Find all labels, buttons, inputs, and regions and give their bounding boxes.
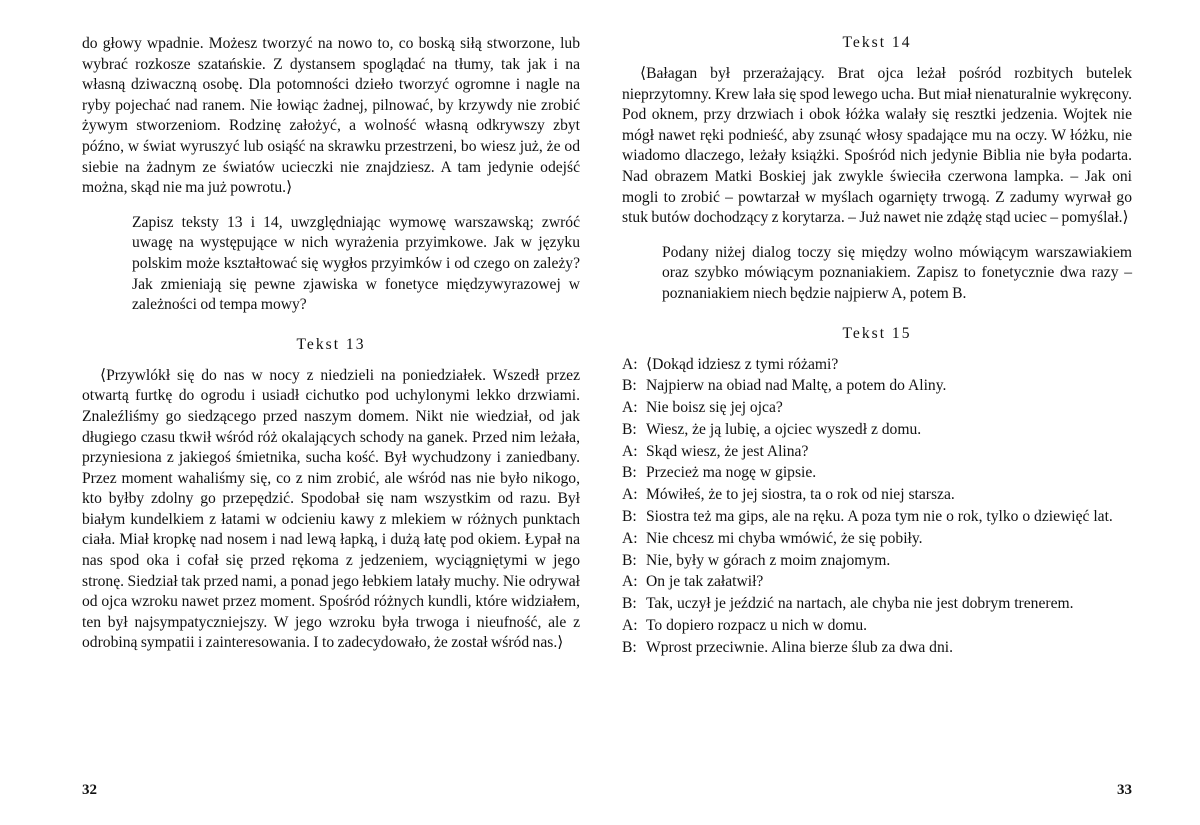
dialog-line (622, 529, 1132, 550)
dialog-text: Wiesz, że ją lubię, a ojciec wyszedł z domu. (646, 420, 922, 438)
text-13-title: Tekst 13 (296, 335, 366, 353)
task-paragraph-13-14: Zapisz teksty 13 i 14, uwzględniając wymowę warszawską; zwróć uwagę na występujące w nich wyrażenia przyimkowe. Jak w języku polskim może kształtować się wygłos przyimków i od czego on zależy? Jak zmieniają się pewne zjawiska w fonetyce międzywyrazowej w zależności od tempa mowy? (132, 213, 580, 314)
dialog-line (622, 376, 1132, 397)
dialog-speaker: B: (622, 420, 637, 438)
dialog-text: Mówiłeś, że to jej siostra, ta o rok od niej starsza. (646, 486, 955, 504)
page-number-right: 33 (1117, 782, 1132, 798)
intro-paragraph: do głowy wpadnie. Możesz tworzyć na nowo to, co boską siłą stworzone, lub wybrać rozkosze szatańskie. Z dystansem spoglądać na tłumy, tak jak i na własną dziwaczną osobę. Dla potomności dzieło tworzyć ogromne i nagle na ryby pojechać nad ranem. Nie łowiąc żadnej, pilnować, by krzywdy nie zrobić żywym stworzeniom. Rodzinę założyć, a wolność własną odkrywszy zbyt późno, w świat wyruszyć lub osiąść na skrawku przestrzeni, bo wiesz już, że od siebie na żadnym ze światów ucieczki nie znajdziesz. A tam jedynie odejść można, skąd nie ma już powrotu.⟩ (82, 35, 580, 197)
dialog-line (622, 507, 1132, 528)
dialog-line (622, 398, 1132, 419)
dialog-line (622, 616, 1132, 637)
dialog-text: Najpierw na obiad nad Maltę, a potem do Aliny. (646, 377, 947, 395)
dialog-speaker: A: (622, 399, 638, 417)
dialog-speaker: A: (622, 616, 638, 634)
dialog-list (622, 355, 1132, 659)
text-14-title: Tekst 14 (842, 34, 912, 51)
page-number-left: 32 (82, 782, 97, 798)
dialog-speaker: B: (622, 638, 637, 656)
dialog-line (622, 420, 1132, 441)
dialog-speaker: A: (622, 442, 638, 460)
dialog-text: Siostra też ma gips, ale na ręku. A poza tym nie o rok, tylko o dziewięć lat. (646, 508, 1113, 525)
dialog-line (622, 485, 1132, 506)
dialog-line (622, 572, 1132, 593)
dialog-text: On je tak załatwił? (646, 573, 764, 591)
dialog-speaker: A: (622, 573, 638, 591)
dialog-text: Skąd wiesz, że jest Alina? (646, 442, 809, 460)
dialog-line (622, 594, 1132, 615)
task-paragraph-15: Podany niżej dialog toczy się między wolno mówiącym warszawiakiem oraz szybko mówiącym poznaniakiem. Zapisz to fonetycznie dwa razy – poznaniakiem niech będzie najpierw A, potem B. (662, 243, 1132, 302)
dialog-text: To dopiero rozpacz u nich w domu. (646, 616, 868, 634)
dialog-text: ⟨Dokąd idziesz z tymi różami? (646, 355, 839, 373)
dialog-line (622, 442, 1132, 463)
dialog-text: Przecież ma nogę w gipsie. (646, 464, 817, 482)
text-15-title: Tekst 15 (842, 324, 912, 342)
right-page (600, 0, 1200, 825)
text-13-body: ⟨Przywlókł się do nas w nocy z niedzieli na poniedziałek. Wszedł przez otwartą furtkę do ogrodu i usiadł cichutko pod uchylonymi lekko drzwiami. Znaleźliśmy go siedzącego przed naszym domem. Nikt nie wiedział, od jak długiego czasu tkwił wśród róż okalających schody na ganek. Przed nim leżała, przyniesiona z jakiegoś śmietnika, sucha kość. Był wychudzony i zaniedbany. Przez moment wahaliśmy się, co z nim zrobić, ale wśród nas nie było nikogo, kto byłby zdolny go przepędzić. Spodobał się nam wszystkim od razu. Był białym kundelkiem z łatami w odcieniu kawy z mlekiem w różnych punktach ciała. Miał kropkę nad nosem i nad lewą łapką, i dużą łatę pod okiem. Łypał na nas spod oka i cofał się przed rękoma z jedzeniem, wyciągniętymi w jego stronę. Siedział tak przed nami, a ponad jego łebkiem latały muchy. Nie odrywał od ojca wzroku nawet przez moment. Spośród różnych kundli, które widziałem, ten był najsympatyczniejszy. W jego wzroku była trwoga i nieufność, ale z odrobiną sympatii i zainteresowania. I to zadecydowało, że został wśród nas.⟩ (82, 366, 580, 652)
dialog-speaker: B: (622, 595, 637, 613)
dialog-text: Nie boisz się jej ojca? (646, 399, 783, 417)
dialog-speaker: B: (622, 377, 637, 395)
dialog-line (622, 355, 1132, 376)
dialog-speaker: B: (622, 508, 637, 525)
dialog-text: Nie chcesz mi chyba wmówić, że się pobiły. (646, 529, 923, 547)
text-14-body: ⟨Bałagan był przerażający. Brat ojca leżał pośród rozbitych butelek nieprzytomny. Krew lała się spod lewego ucha. But miał nienaturalnie wykręcony. Pod oknem, przy drzwiach i obok łóżka walały się resztki jedzenia. Wojtek nie mógł nawet ręki podnieść, aby zsunąć włosy spadające mu na oczy. W łóżku, nie wiadomo dlaczego, leżały książki. Spośród nich jedynie Biblia nie była podarta. Nad obrazem Matki Boskiej jak zwykle świeciła czerwona lampka. – Jak oni mogli to zrobić – powtarzał w myślach ogarnięty trwogą. Z zadumy wyrwał go stuk butów dochodzący z korytarza. – Już nawet nie zdążę stąd uciec – pomyślał.⟩ (622, 65, 1132, 227)
dialog-speaker: B: (622, 464, 637, 482)
dialog-speaker: B: (622, 551, 637, 569)
dialog-text: Wprost przeciwnie. Alina bierze ślub za dwa dni. (646, 638, 954, 656)
dialog-text: Tak, uczył je jeździć na nartach, ale chyba nie jest dobrym trenerem. (646, 595, 1074, 613)
dialog-speaker: A: (622, 529, 638, 547)
dialog-speaker: A: (622, 355, 638, 373)
dialog-line (622, 638, 1132, 659)
dialog-speaker: A: (622, 486, 638, 504)
dialog-text: Nie, były w górach z moim znajomym. (646, 551, 891, 569)
dialog-line (622, 463, 1132, 484)
dialog-line (622, 551, 1132, 572)
